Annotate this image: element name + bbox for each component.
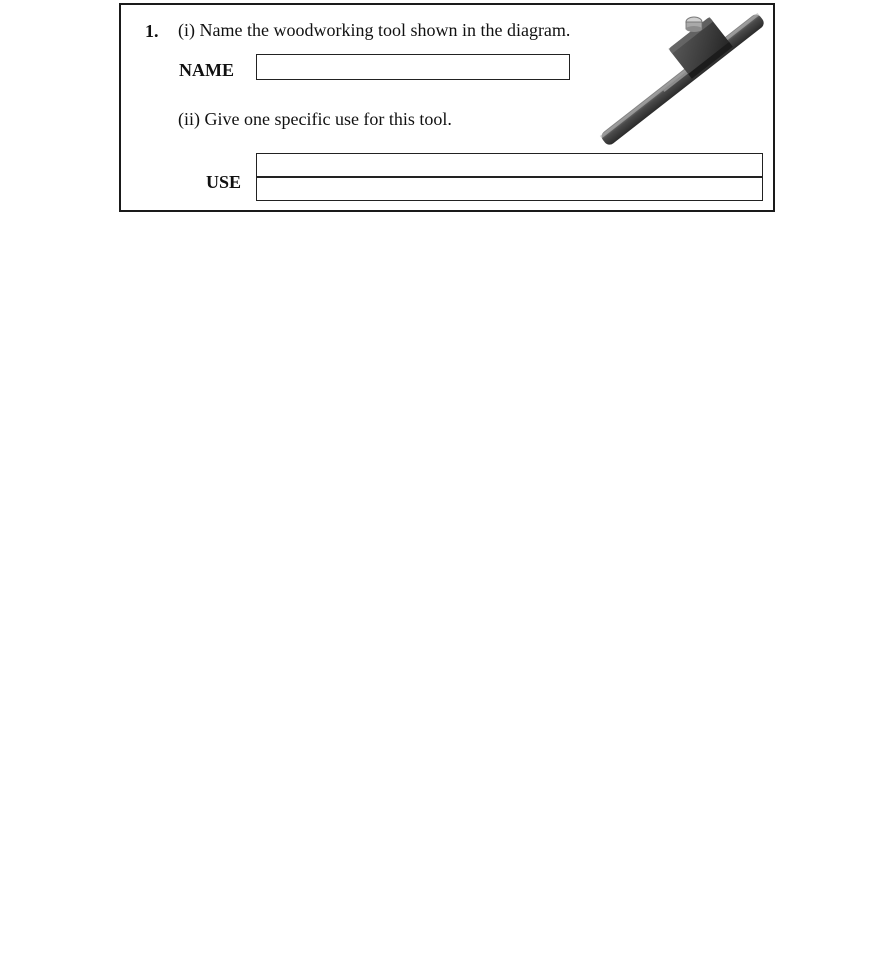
question-part-1-text: (i) Name the woodworking tool shown in the diagram.	[178, 20, 571, 40]
mortise-gauge-illustration-icon	[591, 10, 776, 150]
question-number: 1.	[145, 21, 159, 41]
name-label: NAME	[179, 60, 234, 80]
question-box	[119, 3, 775, 212]
question-part-2-text: (ii) Give one specific use for this tool.	[178, 109, 452, 129]
use-answer-line-1[interactable]	[256, 153, 763, 177]
use-label: USE	[206, 172, 242, 192]
use-answer-line-2[interactable]	[256, 177, 763, 201]
name-answer-field[interactable]	[256, 54, 570, 80]
